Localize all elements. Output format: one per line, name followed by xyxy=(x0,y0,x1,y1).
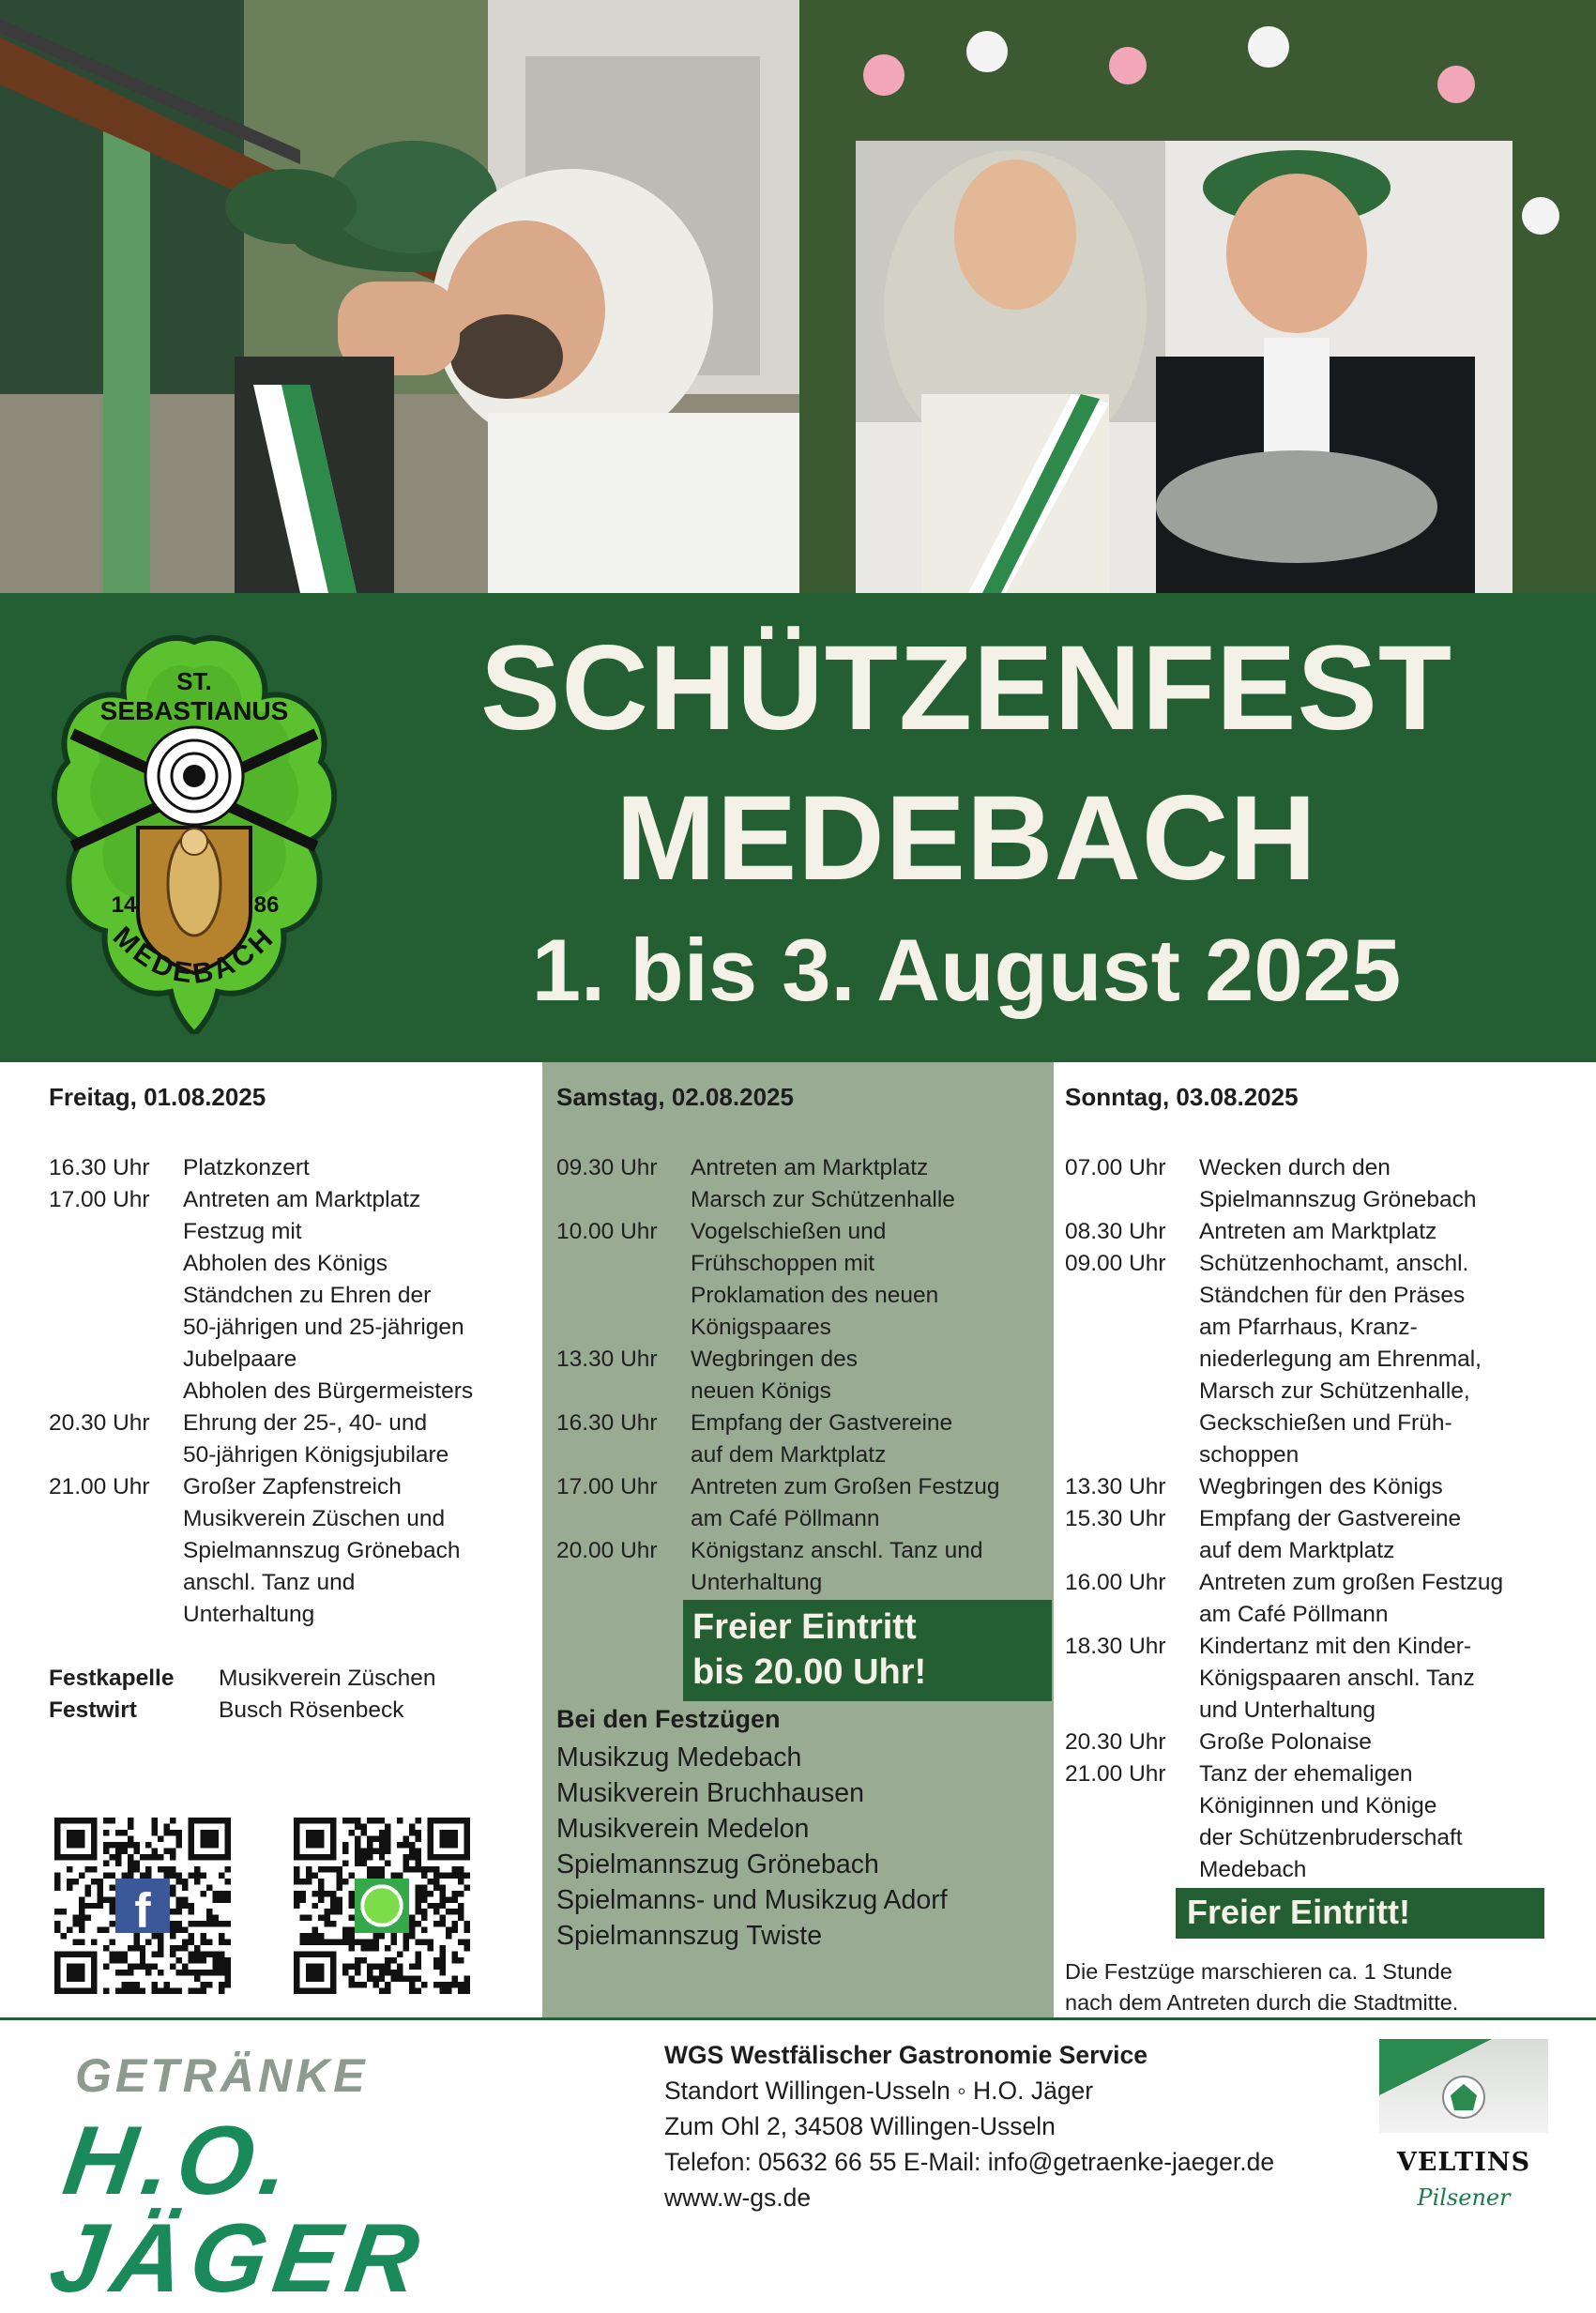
schedule-time: 16.30 Uhr xyxy=(49,1155,150,1180)
saturday-column xyxy=(542,1062,1054,2017)
schedule-description xyxy=(691,1216,1044,1344)
veltins-logo xyxy=(1379,2039,1548,2241)
schedule-description xyxy=(183,1184,537,1408)
schedule-line: Medebach xyxy=(1199,1857,1307,1882)
schedule-row xyxy=(556,1216,1044,1344)
event-date: 1. bis 3. August 2025 xyxy=(531,921,1402,1019)
schedule-time: 13.30 Uhr xyxy=(1065,1474,1166,1499)
friday-schedule xyxy=(49,1152,537,1631)
schedule-line: Schützenhochamt, anschl. xyxy=(1199,1251,1469,1276)
schedule-line: Antreten zum großen Festzug xyxy=(1199,1570,1504,1595)
schedule-row xyxy=(556,1535,1044,1599)
schedule-line: Königstanz anschl. Tanz und xyxy=(691,1538,983,1563)
schedule-row xyxy=(1065,1631,1590,1727)
svg-text:f: f xyxy=(134,1882,151,1938)
schedule-row xyxy=(49,1184,537,1408)
band-item: Spielmannszug Twiste xyxy=(556,1921,823,1951)
schedule-line: Marsch zur Schützenhalle, xyxy=(1199,1378,1470,1404)
schedule-description xyxy=(1199,1567,1590,1631)
schedule-description xyxy=(691,1344,1044,1408)
band-item: Musikverein Bruchhausen xyxy=(556,1778,864,1808)
free-entry-line1: Freier Eintritt xyxy=(692,1607,917,1647)
schedule-time: 09.00 Uhr xyxy=(1065,1251,1166,1276)
schedule-description xyxy=(691,1152,1044,1216)
schedule-description xyxy=(691,1408,1044,1471)
schedule-row xyxy=(1065,1216,1590,1248)
schedule-line: Antreten am Marktplatz xyxy=(1199,1219,1437,1244)
schedule-line: Ständchen für den Präses xyxy=(1199,1283,1466,1308)
schedule-time: 16.00 Uhr xyxy=(1065,1570,1166,1595)
schedule-line: auf dem Marktplatz xyxy=(1199,1538,1395,1563)
schedule-line: Spielmannszug Grönebach xyxy=(183,1538,461,1563)
schedule-line: Ständchen zu Ehren der xyxy=(183,1283,432,1308)
schedule-line: Ehrung der 25-, 40- und xyxy=(183,1410,428,1436)
schedule-time: 13.30 Uhr xyxy=(556,1347,658,1372)
festkapelle-label: Festkapelle xyxy=(49,1666,175,1691)
schedule-line: Wegbringen des Königs xyxy=(1199,1474,1443,1499)
logo-text-medebach: MEDEBACH xyxy=(106,921,282,990)
schedule-row xyxy=(1065,1758,1590,1886)
sunday-title: Sonntag, 03.08.2025 xyxy=(1065,1083,1299,1111)
schedule-time: 10.00 Uhr xyxy=(556,1219,658,1244)
schedule-line: und Unterhaltung xyxy=(1199,1697,1376,1723)
schedule-line: Unterhaltung xyxy=(183,1602,315,1627)
schedule-row xyxy=(49,1408,537,1471)
bands-heading: Bei den Festzügen xyxy=(556,1705,781,1733)
title-block xyxy=(403,593,1529,1062)
club-crest-logo xyxy=(49,631,340,1034)
schedule-time: 21.00 Uhr xyxy=(1065,1761,1166,1787)
schedule-line: Königspaaren anschl. Tanz xyxy=(1199,1666,1475,1691)
veltins-banner xyxy=(1379,2039,1548,2133)
schedule-line: am Café Pöllmann xyxy=(691,1506,880,1531)
schedule-time: 07.00 Uhr xyxy=(1065,1155,1166,1180)
photo-marksman-aiming xyxy=(0,0,799,593)
schedule-time: 08.30 Uhr xyxy=(1065,1219,1166,1244)
schedule-row xyxy=(556,1344,1044,1408)
schedule-line: Platzkonzert xyxy=(183,1155,310,1180)
parade-note xyxy=(1065,1956,1458,2018)
schedule-description xyxy=(183,1471,537,1631)
festwirt-label: Festwirt xyxy=(49,1697,137,1723)
schedule-description xyxy=(1199,1631,1590,1727)
company-website[interactable]: www.w-gs.de xyxy=(664,2184,812,2212)
schedule-line: Spielmannszug Grönebach xyxy=(1199,1187,1477,1212)
facebook-icon xyxy=(115,1879,170,1938)
schedule-description xyxy=(183,1408,537,1471)
band-item: Musikverein Medelon xyxy=(556,1814,810,1844)
schedule-line: Marsch zur Schützenhalle xyxy=(691,1187,955,1212)
schedule-row xyxy=(1065,1152,1590,1216)
schedule-line: Unterhaltung xyxy=(691,1570,823,1595)
schedule-row xyxy=(556,1471,1044,1535)
schedule-time: 17.00 Uhr xyxy=(49,1187,150,1212)
event-title-line1: SCHÜTZENFEST xyxy=(480,621,1452,755)
schedule-line: niederlegung am Ehrenmal, xyxy=(1199,1347,1482,1372)
photo-royal-couple xyxy=(799,0,1596,593)
festkapelle-value: Musikverein Züschen xyxy=(219,1666,436,1691)
schedule-line: Antreten am Marktplatz xyxy=(691,1155,929,1180)
schedule-line: Antreten am Marktplatz xyxy=(183,1187,421,1212)
schedule-line: Wegbringen des xyxy=(691,1347,858,1372)
saturday-schedule xyxy=(556,1152,1044,1599)
schedule-description xyxy=(1199,1727,1590,1758)
schedule-description xyxy=(691,1535,1044,1599)
free-entry-line2: bis 20.00 Uhr! xyxy=(692,1652,927,1692)
schedule-time: 15.30 Uhr xyxy=(1065,1506,1166,1531)
parade-note-line1: Die Festzüge marschieren ca. 1 Stunde xyxy=(1065,1959,1452,1984)
schedule-row xyxy=(49,1471,537,1631)
band-item: Spielmannszug Grönebach xyxy=(556,1849,879,1879)
schedule-line: Proklamation des neuen xyxy=(691,1283,939,1308)
schedule-line: Festzug mit xyxy=(183,1219,302,1244)
schedule-line: Empfang der Gastvereine xyxy=(1199,1506,1462,1531)
schedule-time: 21.00 Uhr xyxy=(49,1474,150,1499)
parade-note-line2: nach dem Antreten durch die Stadtmitte. xyxy=(1065,1990,1459,2015)
schedule-row xyxy=(1065,1471,1590,1503)
sponsor-footer xyxy=(0,2017,1596,2313)
band-item: Spielmanns- und Musikzug Adorf xyxy=(556,1885,948,1915)
schedule-description xyxy=(691,1471,1044,1535)
schedule-line: Jubelpaare xyxy=(183,1347,297,1372)
schedule-row xyxy=(1065,1567,1590,1631)
veltins-name: VELTINS xyxy=(1396,2148,1531,2177)
brand-top-text: GETRÄNKE xyxy=(75,2049,369,2102)
schedule-row xyxy=(556,1408,1044,1471)
schedule-time: 17.00 Uhr xyxy=(556,1474,658,1499)
sponsor-contact xyxy=(664,2037,1274,2215)
schedule-description xyxy=(1199,1503,1590,1567)
schedule-line: Frühschoppen mit xyxy=(691,1251,875,1276)
schedule-line: Große Polonaise xyxy=(1199,1729,1372,1755)
brand-main-text: H.O. JÄGER xyxy=(43,2107,433,2313)
schedule-row xyxy=(1065,1503,1590,1567)
title-band xyxy=(0,593,1596,1062)
schedule-description xyxy=(1199,1152,1590,1216)
schedule-line: anschl. Tanz und xyxy=(183,1570,356,1595)
club-logo-icon xyxy=(355,1879,409,1933)
schedule-line: Vogelschießen und xyxy=(691,1219,887,1244)
friday-info xyxy=(49,1663,435,1727)
festwirt-value: Busch Rösenbeck xyxy=(219,1697,404,1723)
schedule-line: Empfang der Gastvereine xyxy=(691,1410,953,1436)
schedule-line: schoppen xyxy=(1199,1442,1300,1468)
program xyxy=(0,1062,1596,2017)
schedule-time: 18.30 Uhr xyxy=(1065,1634,1166,1659)
schedule-line: 50-jährigen Königsjubilare xyxy=(183,1442,449,1468)
schedule-row xyxy=(556,1152,1044,1216)
sunday-column xyxy=(1054,1062,1596,2017)
schedule-time: 20.30 Uhr xyxy=(49,1410,150,1436)
schedule-line: auf dem Marktplatz xyxy=(691,1442,887,1468)
logo-year-right: 86 xyxy=(253,892,280,918)
friday-column xyxy=(0,1062,542,2017)
schedule-row xyxy=(1065,1248,1590,1471)
veltins-subtitle: Pilsener xyxy=(1417,2184,1511,2211)
logo-text-sebastianus: SEBASTIANUS xyxy=(99,696,289,725)
qr-code-facebook[interactable] xyxy=(54,1818,231,1994)
logo-text-st: ST. xyxy=(176,667,212,695)
company-address: Zum Ohl 2, 34508 Willingen-Usseln xyxy=(664,2112,1056,2140)
event-title-line2: MEDEBACH xyxy=(616,771,1317,905)
schedule-time: 09.30 Uhr xyxy=(556,1155,658,1180)
company-phone-email: Telefon: 05632 66 55 E-Mail: info@getraenke-jaeger.de xyxy=(664,2148,1275,2176)
sunday-schedule xyxy=(1065,1152,1590,1886)
schedule-line: Wecken durch den xyxy=(1199,1155,1391,1180)
schedule-line: 50-jährigen und 25-jährigen xyxy=(183,1315,464,1340)
schedule-line: Musikverein Züschen und xyxy=(183,1506,446,1531)
schedule-line: am Pfarrhaus, Kranz- xyxy=(1199,1315,1418,1340)
schedule-line: Antreten zum Großen Festzug xyxy=(691,1474,1000,1499)
schedule-time: 20.00 Uhr xyxy=(556,1538,658,1563)
schedule-description xyxy=(1199,1758,1590,1886)
company-name: WGS Westfälischer Gastronomie Service xyxy=(664,2041,1148,2069)
logo-year-left: 14 xyxy=(111,892,137,918)
company-location: Standort Willingen-Usseln ◦ H.O. Jäger xyxy=(664,2077,1094,2105)
schedule-line: neuen Königs xyxy=(691,1378,831,1404)
schedule-line: Kindertanz mit den Kinder- xyxy=(1199,1634,1472,1659)
getraenke-jaeger-logo xyxy=(43,2039,659,2313)
schedule-time: 16.30 Uhr xyxy=(556,1410,658,1436)
schedule-row xyxy=(1065,1727,1590,1758)
schedule-line: Abholen des Bürgermeisters xyxy=(183,1378,474,1404)
schedule-line: Königinnen und Könige xyxy=(1199,1793,1437,1818)
band-item: Musikzug Medebach xyxy=(556,1742,802,1773)
schedule-description xyxy=(1199,1216,1590,1248)
header-photos xyxy=(0,0,1596,593)
qr-code-club[interactable] xyxy=(294,1818,470,1994)
schedule-line: Königspaares xyxy=(691,1315,831,1340)
free-entry-badge-sunday: Freier Eintritt! xyxy=(1176,1888,1544,1939)
free-entry-badge-saturday xyxy=(683,1600,1052,1701)
schedule-time: 20.30 Uhr xyxy=(1065,1729,1166,1755)
schedule-line: Geckschießen und Früh- xyxy=(1199,1410,1452,1436)
schedule-line: Abholen des Königs xyxy=(183,1251,388,1276)
schedule-line: Tanz der ehemaligen xyxy=(1199,1761,1413,1787)
schedule-row xyxy=(49,1152,537,1184)
schedule-line: Großer Zapfenstreich xyxy=(183,1474,402,1499)
saturday-title: Samstag, 02.08.2025 xyxy=(556,1083,794,1111)
schedule-description xyxy=(183,1152,537,1184)
schedule-line: der Schützenbruderschaft xyxy=(1199,1825,1463,1850)
schedule-line: am Café Pöllmann xyxy=(1199,1602,1389,1627)
bands-list xyxy=(556,1740,948,1954)
schedule-description xyxy=(1199,1248,1590,1471)
friday-title: Freitag, 01.08.2025 xyxy=(49,1083,266,1111)
schedule-description xyxy=(1199,1471,1590,1503)
